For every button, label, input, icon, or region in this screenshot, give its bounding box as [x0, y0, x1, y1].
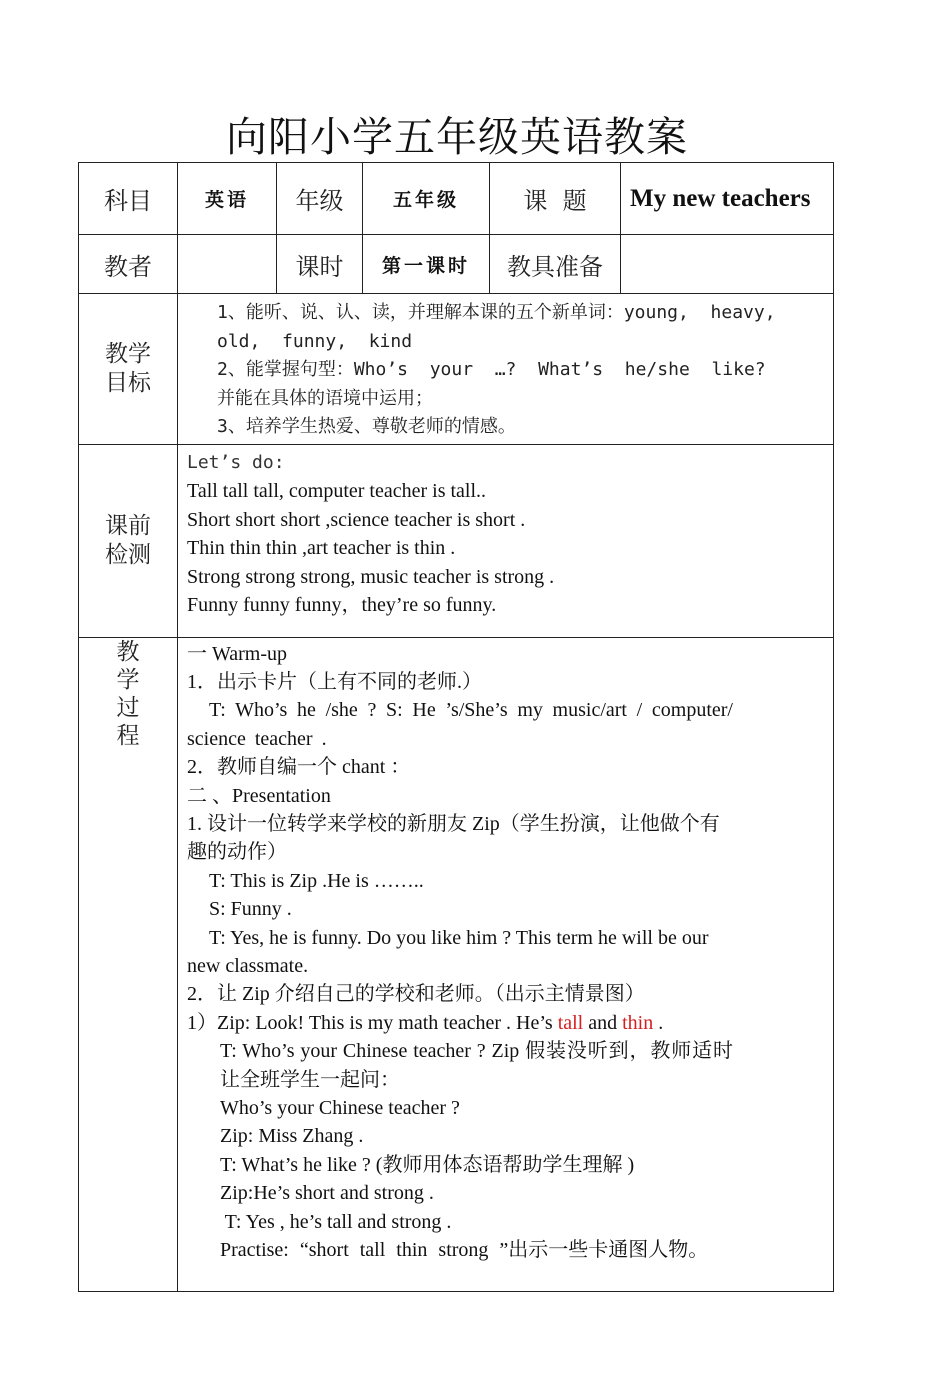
process-row	[79, 637, 834, 1291]
subject-value: 英语	[178, 163, 277, 235]
process-label-char: 程	[116, 722, 140, 749]
process-text: and	[583, 1011, 623, 1034]
page-title: 向阳小学五年级英语教案	[226, 113, 688, 161]
process-line: T: Who’s your Chinese teacher ? Zip 假装没听到，教师适时让全班学生一起问：	[220, 1040, 733, 1091]
check-content	[178, 444, 834, 637]
check-label	[79, 444, 178, 637]
goals-label-line2: 目标	[105, 369, 151, 396]
tools-value	[621, 235, 834, 294]
process-line: 1．出示卡片（上有不同的老师.）	[187, 670, 482, 693]
goal-line: 2、能掌握句型：Who’s your …? What’s he/she like?	[217, 359, 766, 380]
process-text: 1）Zip: Look! This is my math teacher . He’s	[187, 1011, 558, 1034]
process-line	[187, 1009, 733, 1037]
process-label-char: 教	[116, 638, 140, 665]
check-label-line2: 检测	[105, 541, 151, 568]
process-line: 一 Warm-up	[187, 642, 288, 665]
process-line: Practise: “short tall thin strong ”出示一些卡通图人物。	[220, 1239, 709, 1262]
goal-line: old, funny, kind	[217, 330, 413, 352]
goals-label	[79, 294, 178, 445]
process-line: Who’s your Chinese teacher ?	[220, 1097, 460, 1119]
highlight-word-thin: thin	[622, 1011, 654, 1034]
check-label-line1: 课前	[105, 512, 151, 539]
check-line: Strong strong strong, music teacher is strong .	[187, 565, 555, 588]
check-row	[79, 444, 834, 637]
goal-line: 1、能听、说、认、读，并理解本课的五个新单词：young, heavy,	[217, 302, 776, 323]
highlight-word-tall: tall	[557, 1011, 584, 1034]
process-line: S: Funny .	[209, 898, 292, 921]
process-text: .	[653, 1011, 664, 1034]
grade-value: 五年级	[363, 163, 490, 235]
process-label	[79, 637, 178, 1291]
check-line: Tall tall tall, computer teacher is tall..	[187, 480, 487, 502]
process-line: T: Yes, he is funny. Do you like him ? This term he will be our new classmate.	[187, 926, 709, 977]
tools-label: 教具准备	[490, 235, 621, 294]
process-line: 1. 设计一位转学来学校的新朋友 Zip（学生扮演，让他做个有趣的动作）	[187, 812, 720, 864]
info-row-1	[79, 163, 834, 235]
check-line: Thin thin thin ,art teacher is thin .	[187, 537, 456, 559]
process-label-char: 过	[116, 694, 140, 721]
period-label: 课时	[277, 235, 363, 294]
process-line: T: Who’s he /she ? S: He ’s/She’s my music/art / computer/ science teacher .	[187, 699, 733, 750]
subject-label: 科目	[79, 163, 178, 235]
process-line: T: What’s he like ? (教师用体态语帮助学生理解 )	[220, 1153, 635, 1176]
topic-label: 课 题	[490, 163, 621, 235]
process-label-char: 学	[116, 666, 140, 693]
process-line: 2．让 Zip 介绍自己的学校和老师。（出示主情景图）	[187, 983, 645, 1006]
process-line: Zip:He’s short and strong .	[220, 1182, 434, 1205]
process-line: Zip: Miss Zhang .	[220, 1125, 364, 1148]
process-line: T: Yes , he’s tall and strong .	[220, 1210, 452, 1233]
check-line: Short short short ,science teacher is short .	[187, 508, 526, 531]
info-row-2	[79, 235, 834, 294]
goals-row	[79, 294, 834, 445]
period-value: 第一课时	[363, 235, 490, 294]
process-line: 二 、Presentation	[187, 784, 331, 807]
process-content	[178, 637, 834, 1291]
goal-line: 并能在具体的语境中运用；	[217, 387, 433, 409]
teacher-label: 教者	[79, 235, 178, 294]
teacher-value	[178, 235, 277, 294]
grade-label: 年级	[277, 163, 363, 235]
process-line: 2．教师自编一个 chant ：	[187, 756, 411, 779]
check-line: Let’s do:	[187, 451, 285, 473]
lesson-plan-table	[78, 162, 834, 1292]
goals-label-line1: 教学	[105, 340, 151, 367]
goals-content	[178, 294, 834, 445]
topic-value: My new teachers	[621, 163, 834, 235]
goal-line: 3、培养学生热爱、尊敬老师的情感。	[217, 416, 516, 437]
process-line: T: This is Zip .He is ……..	[209, 869, 424, 892]
check-line: Funny funny funny，they’re so funny.	[187, 594, 497, 616]
